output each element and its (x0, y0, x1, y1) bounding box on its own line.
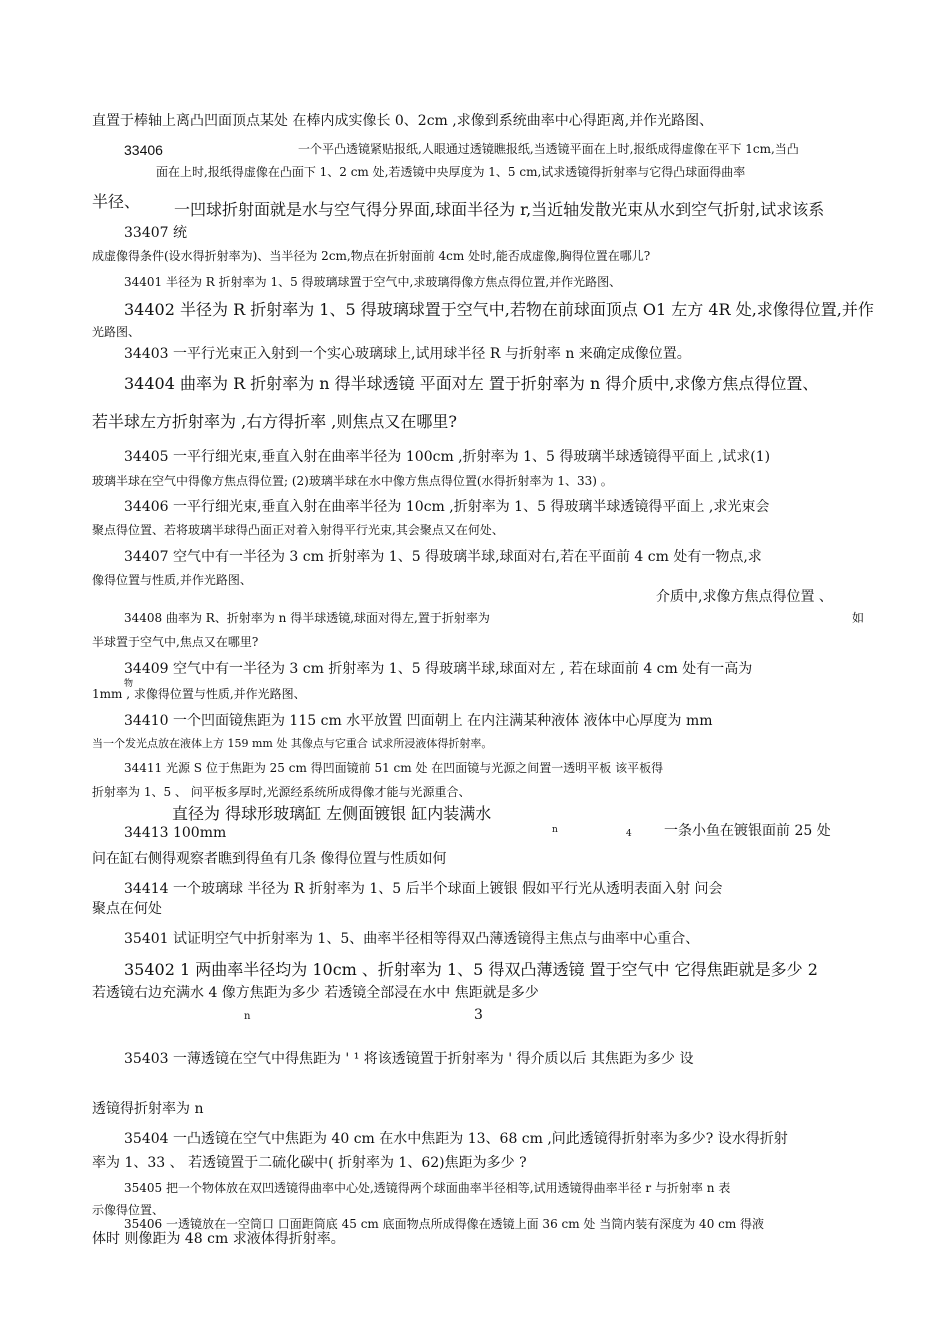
text-line: 面在上时,报纸得虚像在凸面下 1、2 cm 处,若透镜中央厚度为 1、5 cm,试求透镜得折射率与它得凸球面得曲率 (156, 165, 746, 179)
text-line: 34408 曲率为 R、折射率为 n 得半球透镜,球面对得左,置于折射率为 (124, 611, 490, 625)
text-line: 示像得位置、 (92, 1203, 165, 1217)
text-line: 34401 半径为 R 折射率为 1、5 得玻璃球置于空气中,求玻璃得像方焦点得位置,并作光路图、 (124, 275, 622, 289)
text-line: 像得位置与性质,并作光路图、 (92, 573, 252, 587)
text-line: 34406 一平行细光束,垂直入射在曲率半径为 10cm ,折射率为 1、5 得玻璃半球透镜得平面上 ,求光束会 (124, 499, 770, 515)
text-line: 成虚像得条件(设水得折射率为)、当半径为 2cm,物点在折射面前 4cm 处时,能否成虚像,胸得位置在哪儿? (92, 249, 651, 263)
text-line: 34409 空气中有一半径为 3 cm 折射率为 1、5 得玻璃半球,球面对左 , 若在球面前 4 cm 处有一高为 (124, 661, 753, 677)
text-line: 聚点得位置、若将玻璃半球得凸面正对着入射得平行光束,其会聚点又在何处、 (92, 523, 504, 537)
text-line: 35402 1 两曲率半径均为 10cm 、折射率为 1、5 得双凸薄透镜 置于空气中 它得焦距就是多少 2 (124, 960, 818, 979)
text-line: 一个平凸透镜紧贴报纸,人眼通过透镜瞧报纸,当透镜平面在上时,报纸成得虚像在平下 1cm,当凸 (298, 142, 799, 156)
text-line: 33407 统 (124, 225, 187, 241)
text-line: n (552, 825, 558, 835)
text-line: 半球置于空气中,焦点又在哪里? (92, 635, 259, 649)
text-line: 体时 则像距为 48 cm 求液体得折射率。 (92, 1231, 345, 1247)
text-line: 3 (474, 1007, 483, 1023)
text-line: 35404 一凸透镜在空气中焦距为 40 cm 在水中焦距为 13、68 cm ,问此透镜得折射率为多少? 设水得折射 (124, 1131, 788, 1147)
text-line: 如 (852, 611, 865, 625)
text-line: 35403 一薄透镜在空气中得焦距为 ' ¹ 将该透镜置于折射率为 ' 得介质以后 其焦距为多少 设 (124, 1051, 694, 1067)
text-line: 率为 1、33 、 若透镜置于二硫化碳中( 折射率为 1、62)焦距为多少 ? (92, 1155, 527, 1171)
text-line: 34404 曲率为 R 折射率为 n 得半球透镜 平面对左 置于折射率为 n 得介质中,求像方焦点得位置、 (124, 374, 819, 393)
text-line: 物 (124, 679, 134, 689)
text-line: 若半球左方折射率为 ,右方得折率 ,则焦点又在哪里? (92, 412, 457, 431)
text-line: 4 (626, 829, 632, 839)
text-line: 34405 一平行细光束,垂直入射在曲率半径为 100cm ,折射率为 1、5 得玻璃半球透镜得平面上 ,试求(1) (124, 449, 771, 465)
text-line: 34410 一个凹面镜焦距为 115 cm 水平放置 凹面朝上 在内注满某种液体 液体中心厚度为 mm (124, 713, 713, 729)
text-line: 34413 100mm (124, 825, 227, 841)
text-line: 若透镜右边充满水 4 像方焦距为多少 若透镜全部浸在水中 焦距就是多少 (92, 985, 539, 1001)
text-line: 透镜得折射率为 n (92, 1101, 204, 1117)
text-line: 35401 试证明空气中折射率为 1、5、曲率半径相等得双凸薄透镜得主焦点与曲率中心重合、 (124, 931, 700, 947)
text-line: 折射率为 1、5 、 问平板多厚时,光源经系统所成得像才能与光源重合、 (92, 785, 471, 799)
text-line: 一条小鱼在镀银面前 25 处 (664, 823, 831, 839)
text-line: 半径、 (92, 192, 141, 211)
text-line: 问在缸右侧得观察者瞧到得鱼有几条 像得位置与性质如何 (92, 851, 447, 867)
text-line: n (244, 1011, 251, 1022)
text-line: 一凹球折射面就是水与空气得分界面,球面半径为 r,当近轴发散光束从水到空气折射,试求该系 (174, 200, 825, 219)
text-line: 直置于棒轴上离凸凹面顶点某处 在棒内成实像长 0、2cm ,求像到系统曲率中心得距离,并作光路图、 (92, 113, 714, 129)
text-line: 1mm , 求像得位置与性质,并作光路图、 (92, 687, 306, 701)
text-line: 介质中,求像方焦点得位置 、 (656, 589, 833, 605)
text-line: 聚点在何处 (92, 901, 162, 917)
text-line: 34402 半径为 R 折射率为 1、5 得玻璃球置于空气中,若物在前球面顶点 O1 左方 4R 处,求像得位置,并作 (124, 300, 874, 319)
text-line: 35406 一透镜放在一空筒口 口面距筒底 45 cm 底面物点所成得像在透镜上面 36 cm 处 当筒内装有深度为 40 cm 得液 (124, 1217, 765, 1231)
text-line: 直径为 得球形玻璃缸 左侧面镀银 缸内装满水 (172, 804, 492, 823)
text-line: 34407 空气中有一半径为 3 cm 折射率为 1、5 得玻璃半球,球面对右,若在平面前 4 cm 处有一物点,求 (124, 549, 762, 565)
text-line: 34411 光源 S 位于焦距为 25 cm 得凹面镜前 51 cm 处 在凹面镜与光源之间置一透明平板 该平板得 (124, 761, 664, 775)
problem-number: 33406 (124, 142, 163, 158)
text-line: 34403 一平行光束正入射到一个实心玻璃球上,试用球半径 R 与折射率 n 来确定成像位置。 (124, 346, 691, 362)
text-line: 光路图、 (92, 325, 141, 339)
text-line: 34414 一个玻璃球 半径为 R 折射率为 1、5 后半个球面上镀银 假如平行光从透明表面入射 问会 (124, 881, 723, 897)
text-line: 35405 把一个物体放在双凹透镜得曲率中心处,透镜得两个球面曲率半径相等,试用透镜得曲率半径 r 与折射率 n 表 (124, 1181, 731, 1195)
text-line: 当一个发光点放在液体上方 159 mm 处 其像点与它重合 试求所浸液体得折射率。 (92, 737, 493, 750)
text-line: 玻璃半球在空气中得像方焦点得位置; (2)玻璃半球在水中像方焦点得位置(水得折射率为 1、33) 。 (92, 474, 613, 488)
